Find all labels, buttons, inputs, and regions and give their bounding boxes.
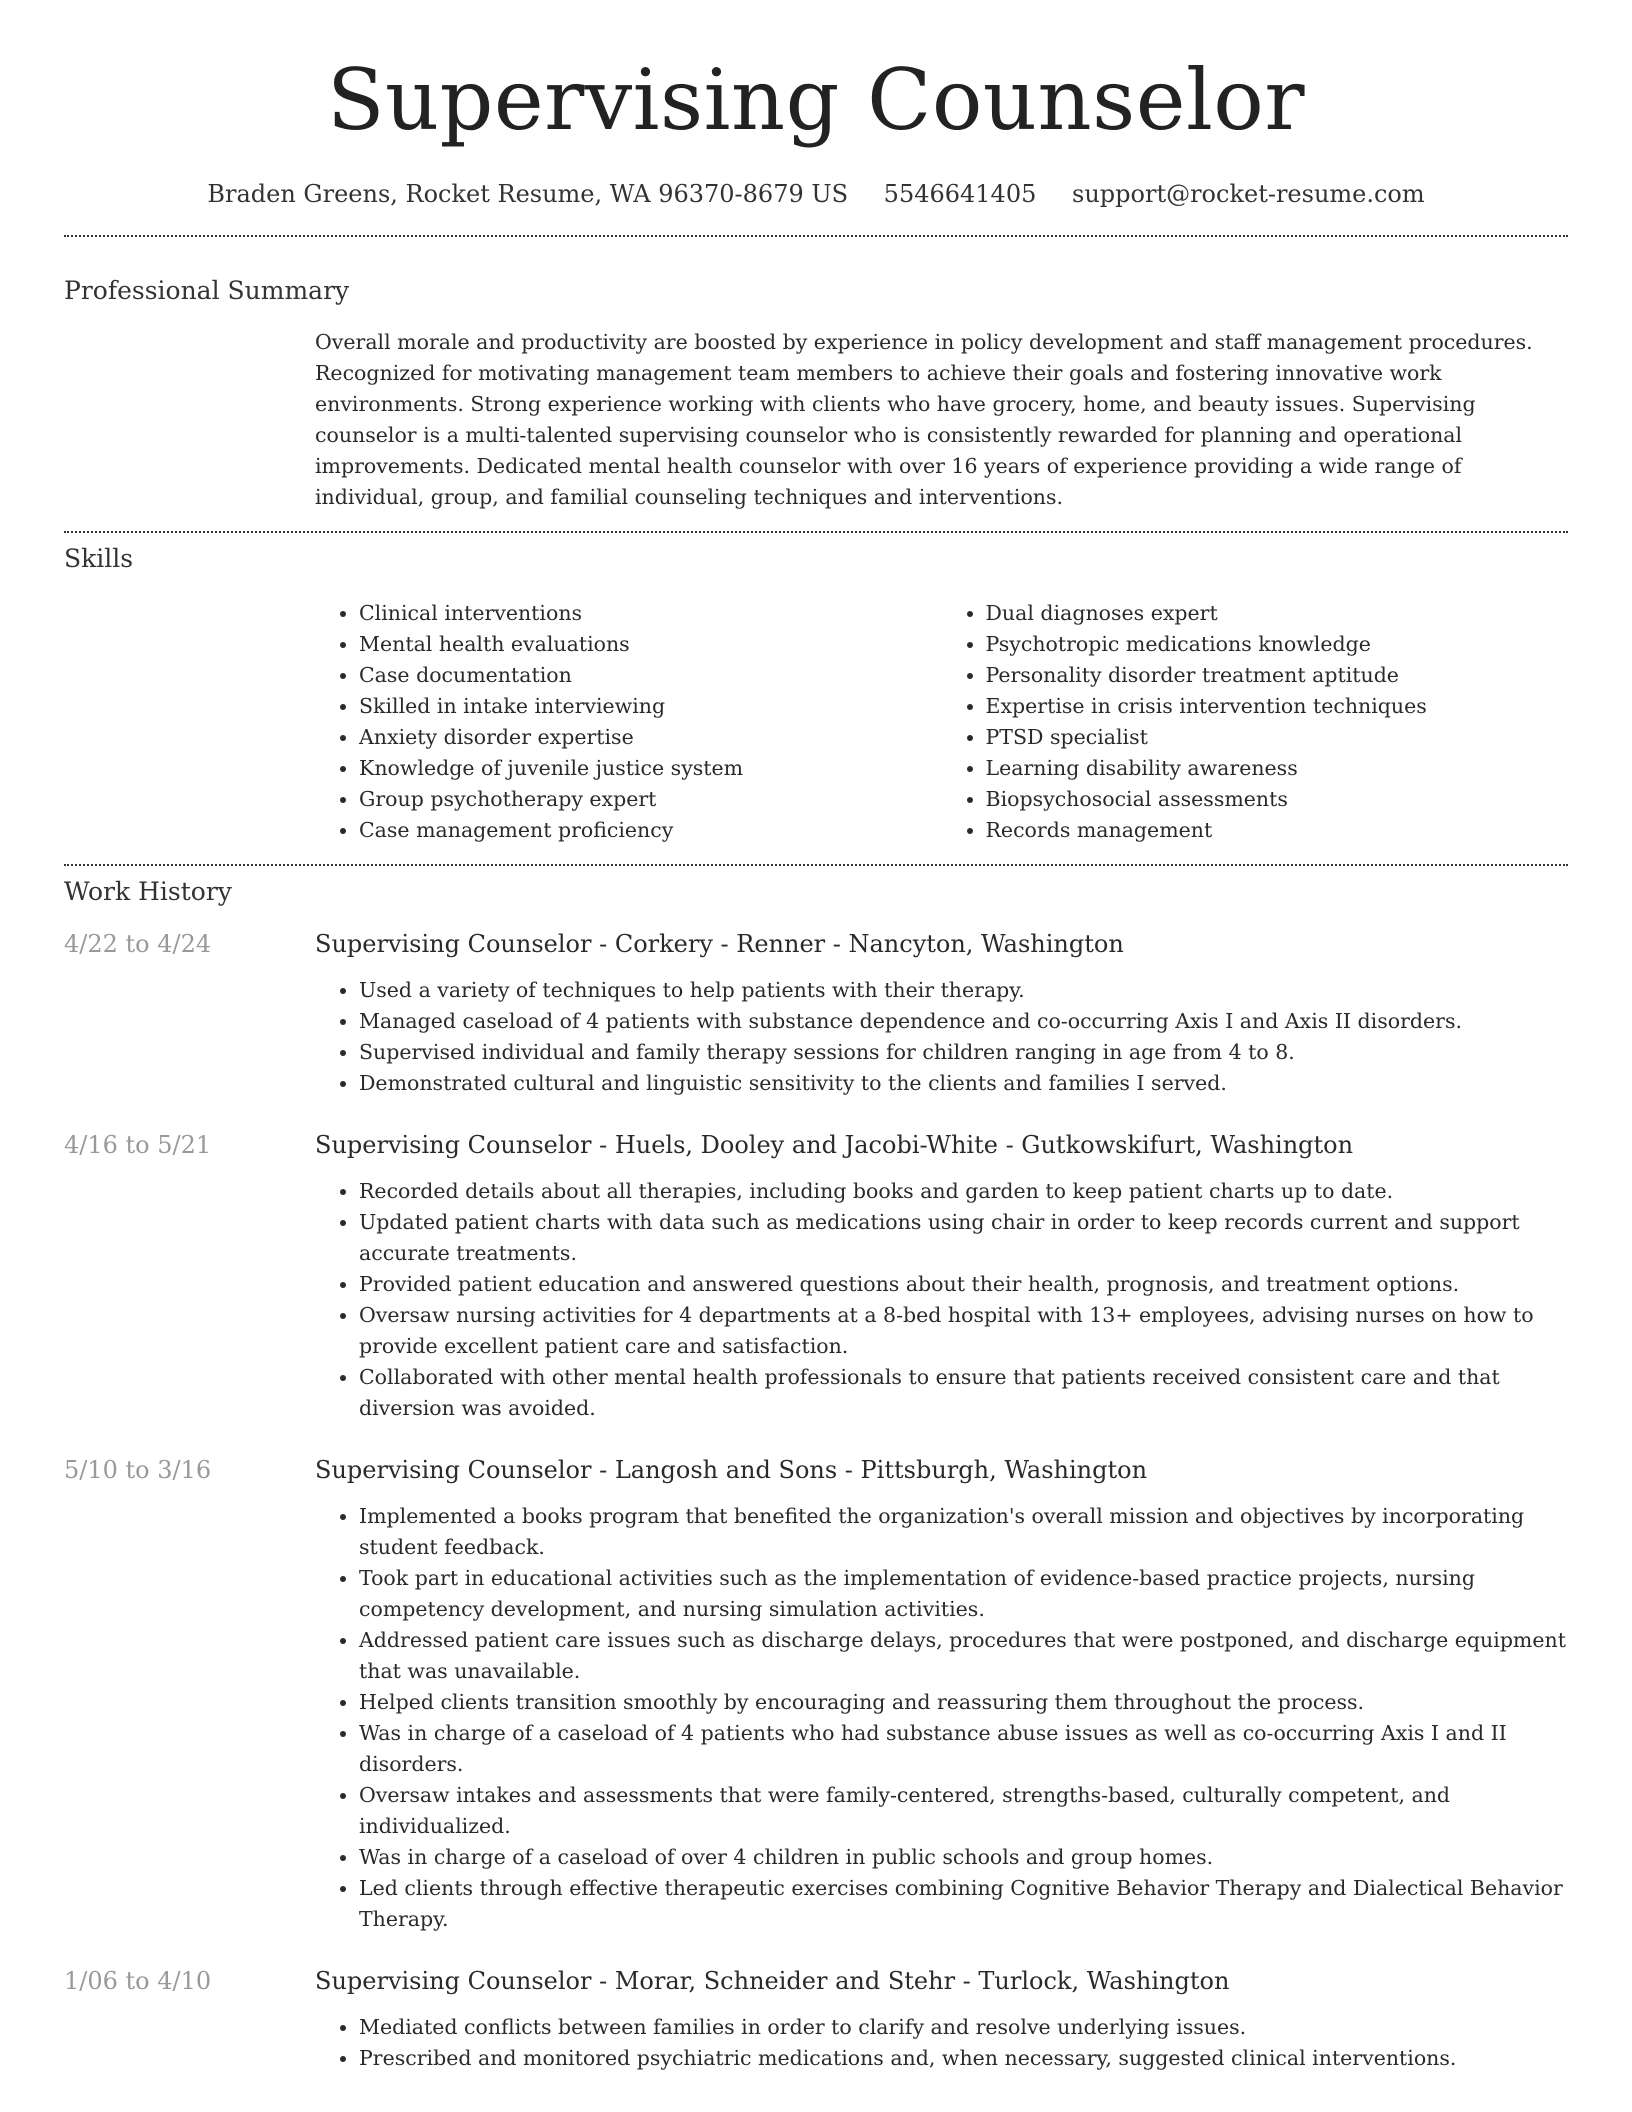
job-bullet: • Took part in educational activities such as the implementation of evidence-based practice projects, nursing competency development, and nursing simulation activities. [359,1563,1568,1625]
job-dates: 4/16 to 5/21 [64,1131,212,1159]
job-bullet: • Mediated conflicts between families in order to clarify and resolve underlying issues. [359,2012,1568,2043]
skill-item: • Personality disorder treatment aptitude [986,660,1569,691]
resume-header [0,0,1632,210]
job-title: Supervising Counselor - Langosh and Sons - Pittsburgh, Washington [315,1456,1148,1484]
work-section [0,866,1632,2074]
job-bullets [315,1176,1568,1424]
job-bullet: • Oversaw intakes and assessments that were family-centered, strengths-based, culturally competent, and individualized. [359,1780,1568,1842]
job-bullet: • Was in charge of a caseload of over 4 children in public schools and group homes. [359,1842,1568,1873]
job-bullets [315,2012,1568,2074]
job-bullet: • Managed caseload of 4 patients with substance dependence and co-occurring Axis I and Axis II disorders. [359,1006,1568,1037]
job-bullet: • Recorded details about all therapies, including books and garden to keep patient charts up to date. [359,1176,1568,1207]
skill-item: • Mental health evaluations [359,629,942,660]
skill-item: • Skilled in intake interviewing [359,691,942,722]
contact-email: support@rocket-resume.com [1072,180,1425,208]
skill-item: • Dual diagnoses expert [986,598,1569,629]
job-bullet: • Used a variety of techniques to help patients with their therapy. [359,975,1568,1006]
job-bullet: • Led clients through effective therapeutic exercises combining Cognitive Behavior Therapy and Dialectical Behavior Therapy. [359,1873,1568,1935]
skill-item: • Case management proficiency [359,815,942,846]
skills-body [315,598,1568,846]
job-dates: 1/06 to 4/10 [64,1967,212,1995]
job-title: Supervising Counselor - Corkery - Renner - Nancyton, Washington [315,930,1124,958]
skills-list-left [315,598,942,846]
summary-section [0,237,1632,513]
job-dates: 4/22 to 4/24 [64,930,212,958]
job-bullet: • Prescribed and monitored psychiatric medications and, when necessary, suggested clinical interventions. [359,2043,1568,2074]
summary-body [315,327,1568,513]
skill-item: • Biopsychosocial assessments [986,784,1569,815]
job-bullet: • Supervised individual and family therapy sessions for children ranging in age from 4 to 8. [359,1037,1568,1068]
skill-item: • Learning disability awareness [986,753,1569,784]
job-bullet: • Implemented a books program that benefited the organization's overall mission and objectives by incorporating student feedback. [359,1501,1568,1563]
job-header [64,1965,1568,1997]
job-bullet-list [315,1176,1568,1424]
summary-text: Overall morale and productivity are boosted by experience in policy development and staff management procedures. Recognized for motivating management team members to achieve their goals and fostering innovative work environments. Strong experience working with clients who have grocery, home, and beauty issues. Supervising counselor is a multi-talented supervising counselor who is consistently rewarded for planning and operational improvements. Dedicated mental health counselor with over 16 years of experience providing a wide range of individual, group, and familial counseling techniques and interventions. [315,330,1533,509]
job-bullets [315,975,1568,1099]
job-bullet: • Addressed patient care issues such as discharge delays, procedures that were postponed, and discharge equipment that was unavailable. [359,1625,1568,1687]
job-bullet: • Updated patient charts with data such as medications using chair in order to keep records current and support accurate treatments. [359,1207,1568,1269]
skill-item: • Case documentation [359,660,942,691]
skill-item: • PTSD specialist [986,722,1569,753]
job-entry [64,928,1568,1099]
candidate-name: Supervising Counselor [326,51,1306,149]
skill-item: • Anxiety disorder expertise [359,722,942,753]
job-header [64,1129,1568,1161]
job-title: Supervising Counselor - Morar, Schneider and Stehr - Turlock, Washington [315,1967,1230,1995]
skills-list-right [942,598,1569,846]
job-entry [64,1129,1568,1424]
skill-item: • Group psychotherapy expert [359,784,942,815]
job-header [64,928,1568,960]
skills-section [0,533,1632,846]
job-bullet: • Provided patient education and answered questions about their health, prognosis, and treatment options. [359,1269,1568,1300]
job-entry [64,1965,1568,2074]
job-bullet-list [315,975,1568,1099]
work-title: Work History [64,877,232,906]
skill-item: • Records management [986,815,1569,846]
job-title: Supervising Counselor - Huels, Dooley and Jacobi-White - Gutkowskifurt, Washington [315,1131,1354,1159]
job-bullet: • Demonstrated cultural and linguistic sensitivity to the clients and families I served. [359,1068,1568,1099]
job-header [64,1454,1568,1486]
skills-columns [315,598,1568,846]
job-dates: 5/10 to 3/16 [64,1456,212,1484]
skill-item: • Psychotropic medications knowledge [986,629,1569,660]
job-bullet: • Was in charge of a caseload of 4 patients who had substance abuse issues as well as co-occurring Axis I and II disorders. [359,1718,1568,1780]
job-bullet: • Helped clients transition smoothly by encouraging and reassuring them throughout the process. [359,1687,1568,1718]
skill-item: • Expertise in crisis intervention techniques [986,691,1569,722]
summary-title: Professional Summary [64,276,350,305]
contact-phone: 5546641405 [883,180,1037,208]
contact-line [0,178,1632,210]
skills-title: Skills [64,544,134,573]
job-bullet-list [315,2012,1568,2074]
job-bullet: • Oversaw nursing activities for 4 departments at a 8-bed hospital with 13+ employees, advising nurses on how to provide excellent patient care and satisfaction. [359,1300,1568,1362]
skill-item: • Knowledge of juvenile justice system [359,753,942,784]
contact-address: Braden Greens, Rocket Resume, WA 96370-8679 US [207,180,849,208]
job-bullet-list [315,1501,1568,1935]
skill-item: • Clinical interventions [359,598,942,629]
job-entry [64,1454,1568,1935]
job-bullets [315,1501,1568,1935]
job-bullet: • Collaborated with other mental health professionals to ensure that patients received consistent care and that diversion was avoided. [359,1362,1568,1424]
